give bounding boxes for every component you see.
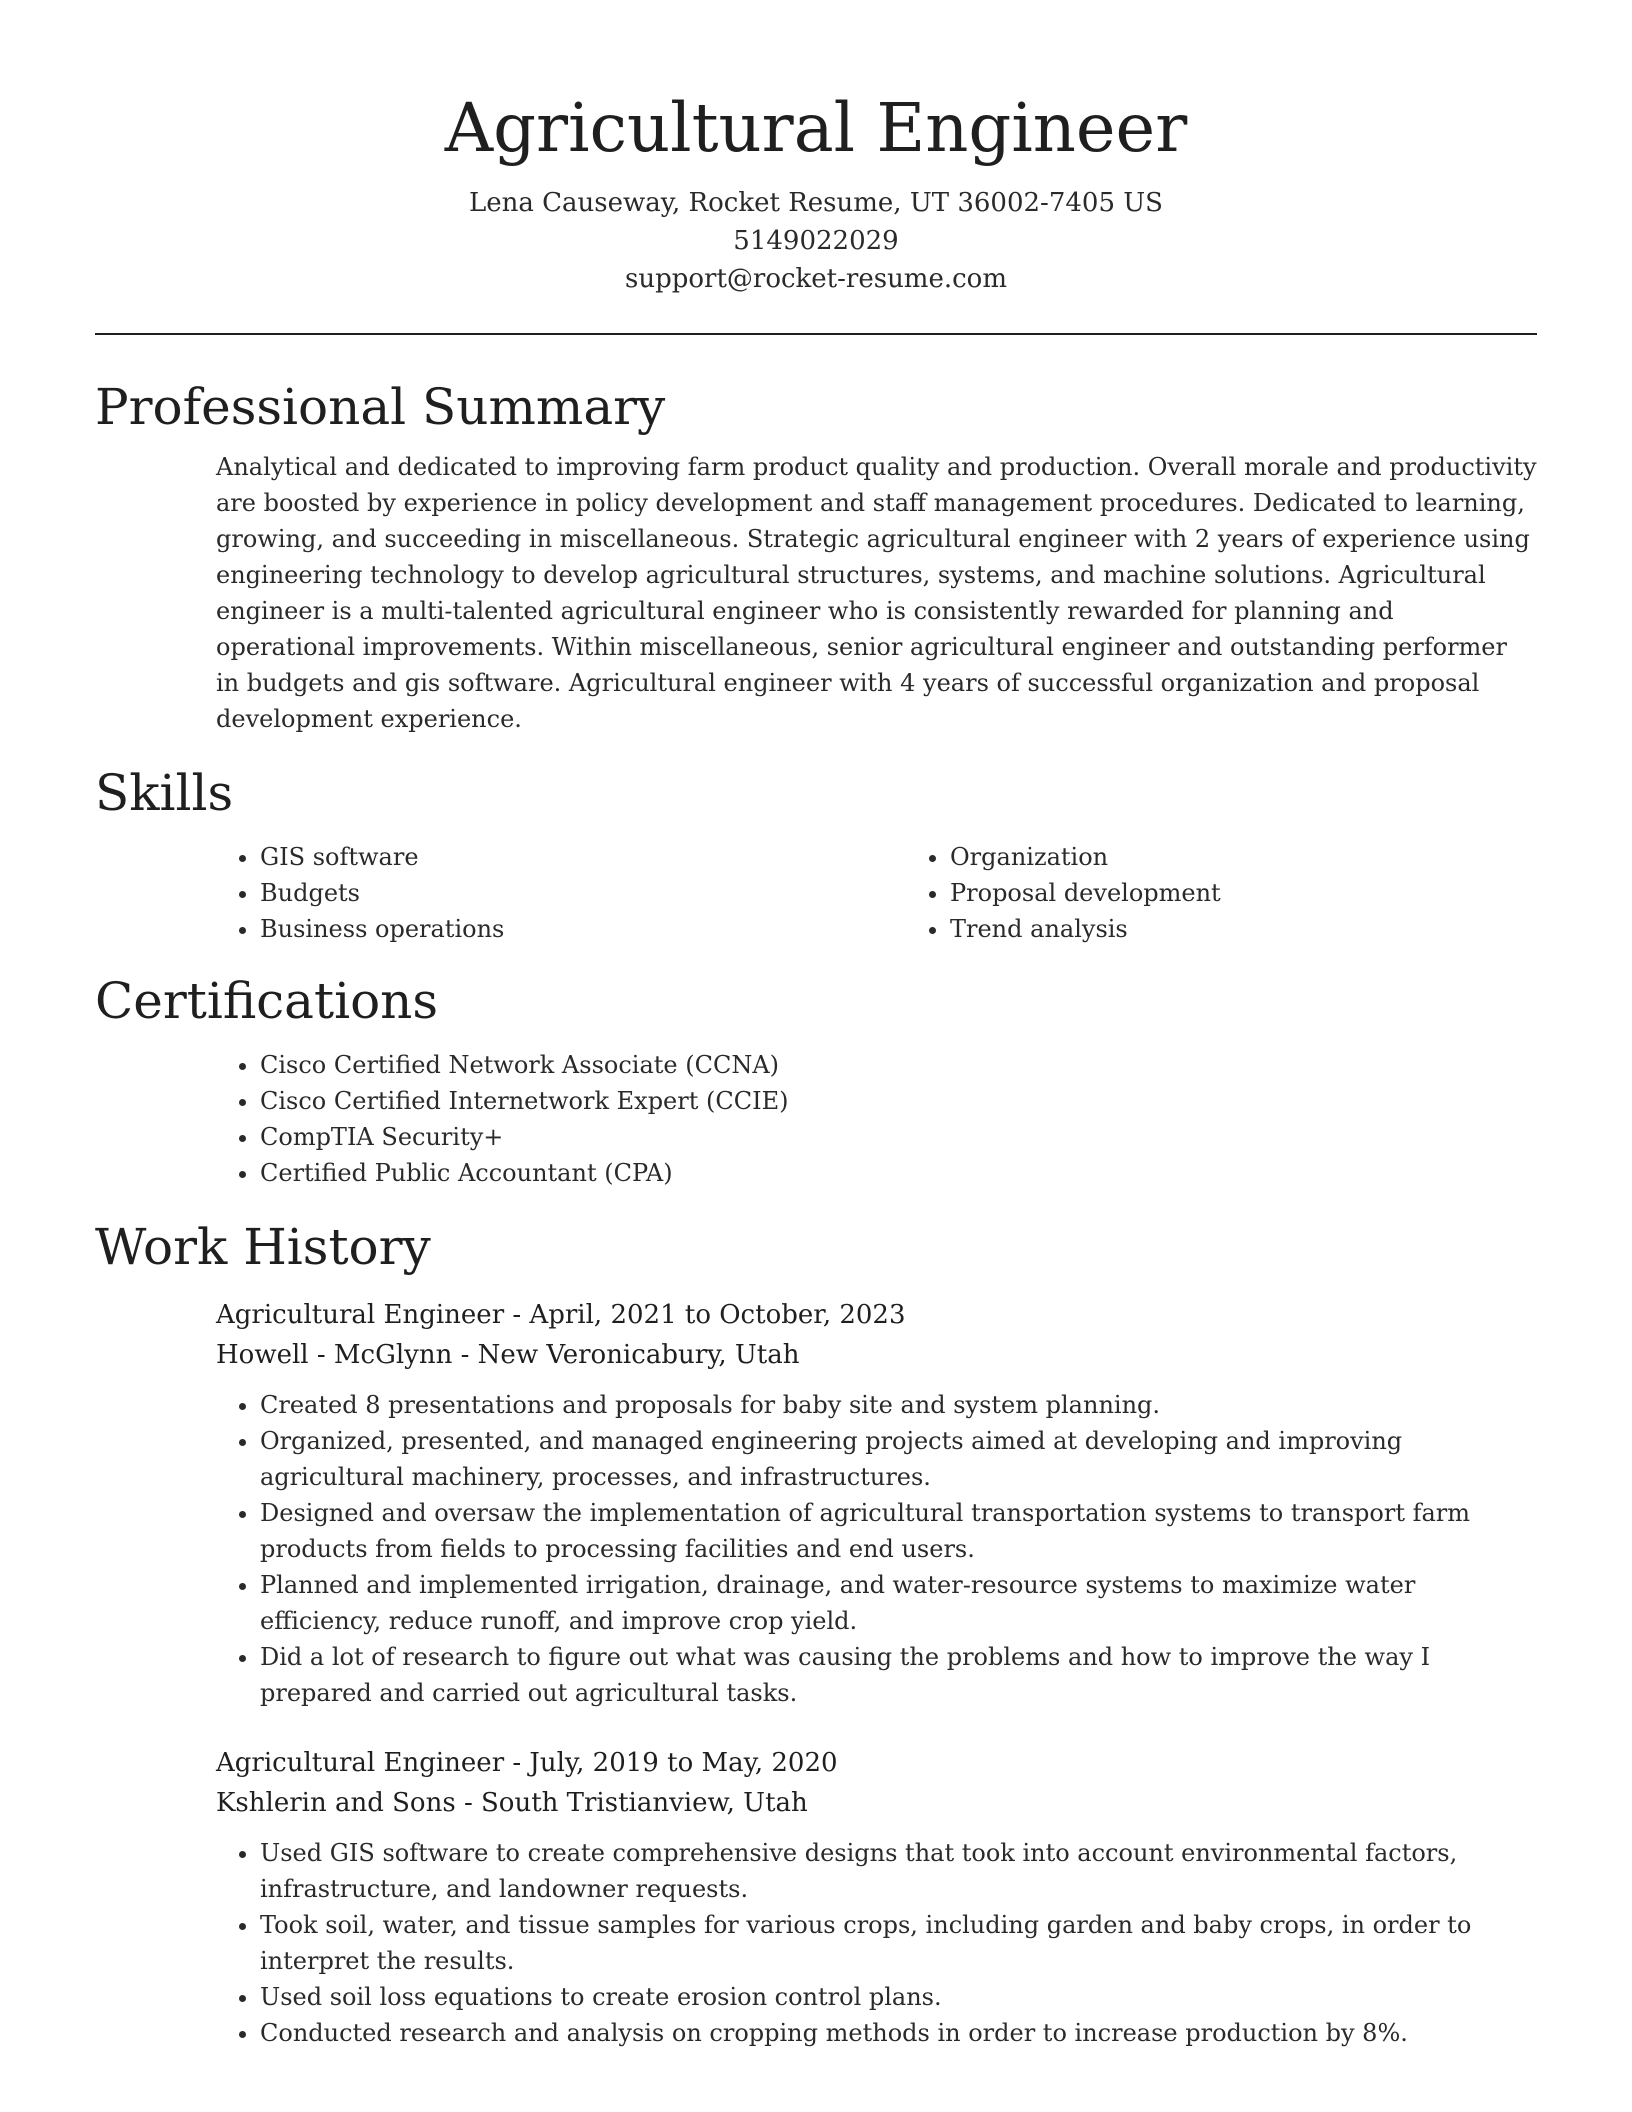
job-bullet: • Planned and implemented irrigation, drainage, and water-resource systems to maximize water efficiency, reduce runoff, and improve crop yield. — [260, 1567, 1537, 1639]
job-bullets — [216, 1387, 1537, 1711]
header-divider — [95, 333, 1537, 335]
job-entry — [216, 1743, 1537, 2051]
skill-item: • GIS software — [260, 839, 910, 875]
work-history-section — [95, 1215, 1537, 2051]
contact-address: Lena Causeway, Rocket Resume, UT 36002-7405 US — [469, 188, 1163, 218]
certifications-section — [95, 969, 1537, 1191]
skill-item: • Budgets — [260, 875, 910, 911]
skill-item: • Business operations — [260, 911, 910, 947]
job-bullet: • Conducted research and analysis on cropping methods in order to increase production by 8%. — [260, 2015, 1537, 2051]
certification-item: • Cisco Certified Internetwork Expert (CCIE) — [260, 1083, 1537, 1119]
contact-block — [95, 184, 1537, 298]
certifications-heading: Certifications — [95, 972, 439, 1030]
job-company-line: Kshlerin and Sons - South Tristianview, Utah — [216, 1788, 808, 1818]
skills-heading: Skills — [95, 764, 234, 822]
skills-section — [95, 761, 1537, 947]
certification-item: • Cisco Certified Network Associate (CCNA) — [260, 1047, 1537, 1083]
job-bullet: • Organized, presented, and managed engineering projects aimed at developing and improving agricultural machinery, processes, and infrastructures. — [260, 1423, 1537, 1495]
resume-header — [95, 0, 1537, 298]
job-company-line: Howell - McGlynn - New Veronicabury, Utah — [216, 1340, 800, 1370]
skills-list-left — [95, 839, 910, 947]
certification-item: • Certified Public Accountant (CPA) — [260, 1155, 1537, 1191]
job-bullets — [216, 1835, 1537, 2051]
skill-item: • Organization — [950, 839, 1221, 875]
job-bullet: • Created 8 presentations and proposals for baby site and system planning. — [260, 1387, 1537, 1423]
job-bullet: • Used GIS software to create comprehensive designs that took into account environmental factors, infrastructure, and landowner requests. — [260, 1835, 1537, 1907]
summary-section — [95, 375, 1537, 737]
contact-phone: 5149022029 — [733, 226, 899, 256]
summary-text: Analytical and dedicated to improving farm product quality and production. Overall morale and productivity are boosted by experience in policy development and staff management procedures. Dedicated to learning, growing, and succeeding in miscellaneous. Strategic agricultural engineer with 2 years of experience using engineering technology to develop agricultural structures, systems, and machine solutions. Agricultural engineer is a multi-talented agricultural engineer who is consistently rewarded for planning and operational improvements. Within miscellaneous, senior agricultural engineer and outstanding performer in budgets and gis software. Agricultural engineer with 4 years of successful organization and proposal development experience. — [216, 453, 1537, 733]
skills-columns — [95, 839, 1537, 947]
job-title-line: Agricultural Engineer - July, 2019 to May, 2020 — [216, 1748, 838, 1778]
job-entry — [216, 1295, 1537, 1711]
job-bullet-list — [216, 1387, 1537, 1711]
resume-title: Agricultural Engineer — [444, 89, 1188, 167]
work-history-heading: Work History — [95, 1218, 431, 1276]
skill-item: • Trend analysis — [950, 911, 1221, 947]
skills-list-right — [910, 839, 1221, 947]
job-bullet: • Used soil loss equations to create erosion control plans. — [260, 1979, 1537, 2015]
job-bullet: • Designed and oversaw the implementation of agricultural transportation systems to transport farm products from fields to processing facilities and end users. — [260, 1495, 1537, 1567]
summary-heading: Professional Summary — [95, 378, 666, 436]
job-bullet: • Did a lot of research to figure out what was causing the problems and how to improve the way I prepared and carried out agricultural tasks. — [260, 1639, 1537, 1711]
job-title-line: Agricultural Engineer - April, 2021 to October, 2023 — [216, 1300, 906, 1330]
job-bullet-list — [216, 1835, 1537, 2051]
contact-email: support@rocket-resume.com — [624, 264, 1007, 294]
certification-item: • CompTIA Security+ — [260, 1119, 1537, 1155]
job-bullet: • Took soil, water, and tissue samples for various crops, including garden and baby crops, in order to interpret the results. — [260, 1907, 1537, 1979]
skill-item: • Proposal development — [950, 875, 1221, 911]
certifications-list — [95, 1047, 1537, 1191]
